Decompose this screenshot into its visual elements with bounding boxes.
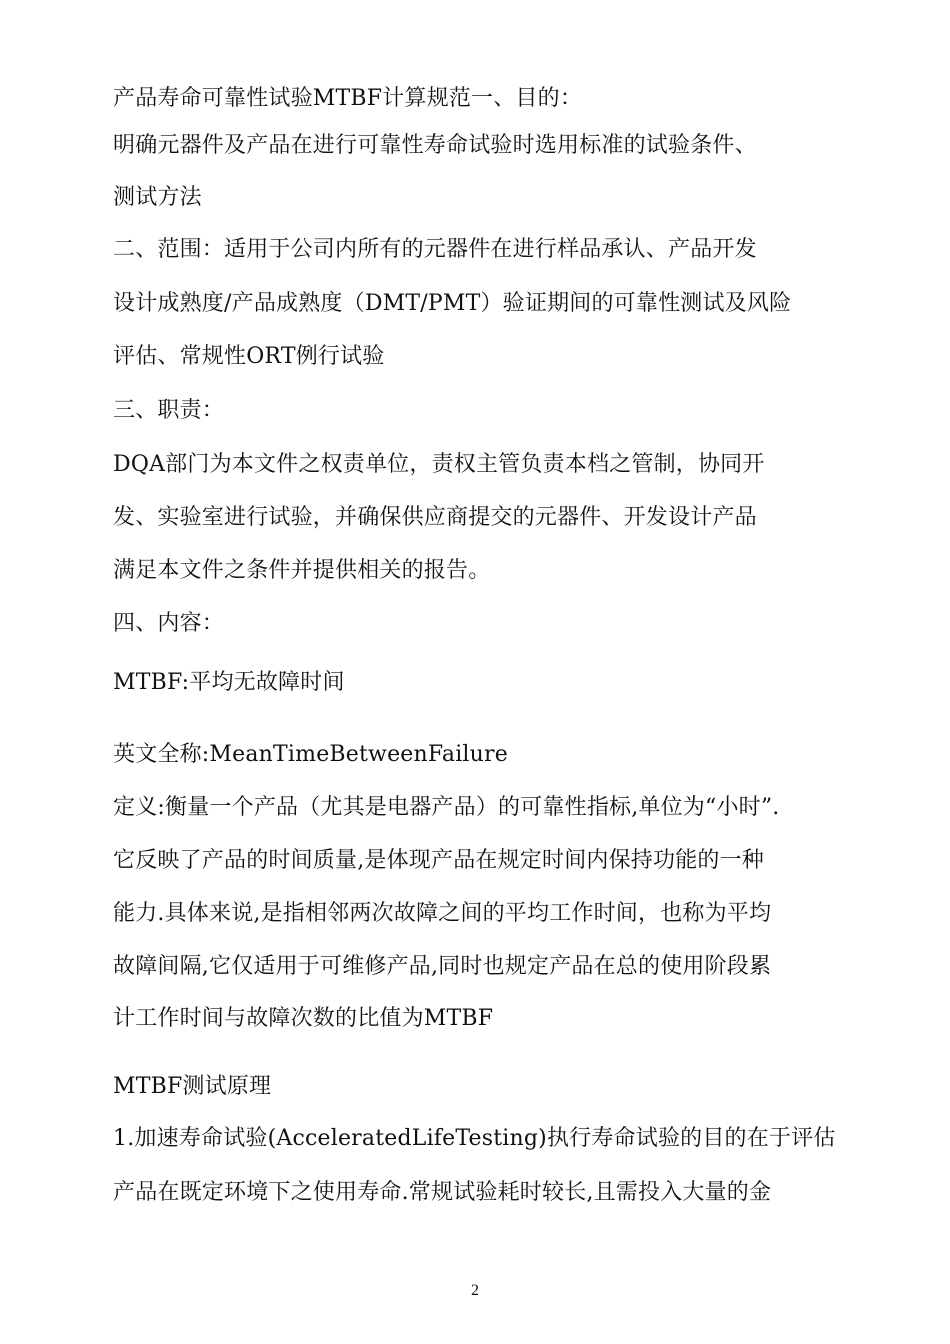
- text-line: 满足本文件之条件并提供相关的报告。: [113, 558, 491, 583]
- text-line: 产品在既定环境下之使用寿命.常规试验耗时较长,且需投入大量的金: [113, 1180, 772, 1205]
- text-line: 明确元器件及产品在进行可靠性寿命试验时选用标准的试验条件、: [113, 133, 757, 158]
- text-line: 二、范围：适用于公司内所有的元器件在进行样品承认、产品开发: [113, 237, 757, 262]
- text-line: 定义:衡量一个产品（尤其是电器产品）的可靠性指标,单位为“小时”.: [113, 795, 780, 820]
- text-line: 计工作时间与故障次数的比值为MTBF: [113, 1006, 494, 1031]
- text-line: 故障间隔,它仅适用于可维修产品,同时也规定产品在总的使用阶段累: [113, 954, 772, 979]
- text-line: 测试方法: [113, 185, 202, 210]
- text-line: 1.加速寿命试验(AcceleratedLifeTesting)执行寿命试验的目的在于评估: [113, 1126, 836, 1151]
- page-number: 2: [471, 1282, 479, 1299]
- text-line-title: 产品寿命可靠性试验MTBF计算规范一、目的：: [113, 86, 583, 111]
- text-line: MTBF:平均无故障时间: [113, 670, 345, 695]
- text-line: MTBF测试原理: [113, 1074, 272, 1099]
- text-line: 能力.具体来说,是指相邻两次故障之间的平均工作时间，也称为平均: [113, 901, 772, 926]
- text-line: 发、实验室进行试验，并确保供应商提交的元器件、开发设计产品: [113, 505, 757, 530]
- text-line: DQA部门为本文件之权责单位，责权主管负责本档之管制，协同开: [113, 452, 765, 477]
- text-line: 四、内容：: [113, 611, 225, 636]
- text-line: 它反映了产品的时间质量,是体现产品在规定时间内保持功能的一种: [113, 848, 764, 873]
- text-line: 评估、常规性ORT例行试验: [113, 344, 385, 369]
- text-line: 设计成熟度/产品成熟度（DMT/PMT）验证期间的可靠性测试及风险: [113, 291, 792, 316]
- text-line: 英文全称:MeanTimeBetweenFailure: [113, 742, 508, 767]
- text-line: 三、职责：: [113, 398, 225, 423]
